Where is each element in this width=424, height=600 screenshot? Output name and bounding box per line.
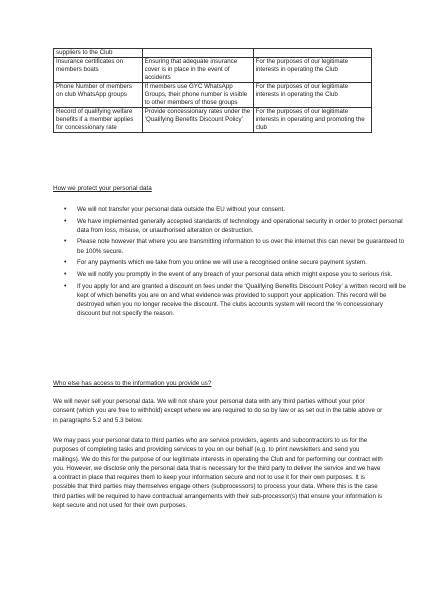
access-heading: Who else has access to the information you provide us? xyxy=(53,380,212,387)
table-cell: Provide concessionary rates under the ‘Qualifying Benefits Discount Policy’ xyxy=(142,108,253,133)
data-usage-table xyxy=(53,48,372,133)
list-item: • If you apply for and are granted a discount on fees under the ‘Qualifying Benefits Discount Policy’ a written record will be kept of which benefits you are on and what evidence was provided to support your application. This record will be destroyed when you no longer receive the discount. The clubs accounts system will record the % concessionary discount but not specify the reason. xyxy=(77,282,407,319)
table-row xyxy=(54,58,372,83)
table-cell: Record of qualifying welfare benefits if a member applies for concessionary rate xyxy=(54,108,143,133)
table-cell: For the purposes of our legitimate interests in operating the Club xyxy=(253,83,371,108)
list-item: • We will notify you promptly in the event of any breach of your personal data which might expose you to serious risk. xyxy=(77,270,407,279)
protect-heading: How we protect your personal data xyxy=(53,185,152,192)
table-cell: If members use GYC WhatsApp Groups, their phone number is visible to other members of those groups xyxy=(142,83,253,108)
table-cell: For the purposes of our legitimate interests in operating and promoting the club xyxy=(253,108,371,133)
list-item: • We have implemented generally accepted standards of technology and operational security in order to protect personal data from loss, misuse, or unauthorised alteration or destruction. xyxy=(77,217,407,236)
access-paragraph-2: We may pass your personal data to third parties who are service providers, agents and subcontractors to us for the purposes of completing tasks and providing services to you on our behalf (e.g. to print newsletters and send you mailings). We do this for the purpose of our legitimate interests in operating the Club and for performing our contract with you. However, we disclose only the personal data that is necessary for the third party to deliver the service and we have a contract in place that requires them to keep your information secure and not to use it for their own purposes. It is possible that third parties may themselves engage others (subprocessors) to process your data. Where this is the case third parties will be required to have contractual arrangements with their sub-processor(s) that ensure your information is kept secure and not used for their own purposes. xyxy=(53,437,383,510)
list-item: • We will not transfer your personal data outside the EU without your consent. xyxy=(77,205,407,214)
table-row xyxy=(54,83,372,108)
table-cell: For the purposes of our legitimate interests in operating the Club xyxy=(253,58,371,83)
list-item: • For any payments which we take from you online we will use a recognised online secure payment system. xyxy=(77,258,407,267)
access-paragraph-1: We will never sell your personal data. We will not share your personal data with any third parties without your prior consent (which you are free to withhold) except where we are required to do so by law or as set out in the table above or in paragraphs 5.2 and 5.3 below. xyxy=(53,398,383,424)
table-cell: Phone Number of members on club WhatsApp groups xyxy=(54,83,143,108)
table-cell xyxy=(253,49,371,58)
list-item: • Please note however that where you are transmitting information to us over the internet this can never be guaranteed to be 100% secure. xyxy=(77,237,407,256)
table-row xyxy=(54,49,372,58)
protect-bullet-list xyxy=(53,205,407,321)
table-row xyxy=(54,108,372,133)
table-cell: Ensuring that adequate insurance cover is in place in the event of accidents xyxy=(142,58,253,83)
table-cell: Insurance certificates on members boats xyxy=(54,58,143,83)
table-cell xyxy=(142,49,253,58)
table-cell: suppliers to the Club xyxy=(54,49,143,58)
